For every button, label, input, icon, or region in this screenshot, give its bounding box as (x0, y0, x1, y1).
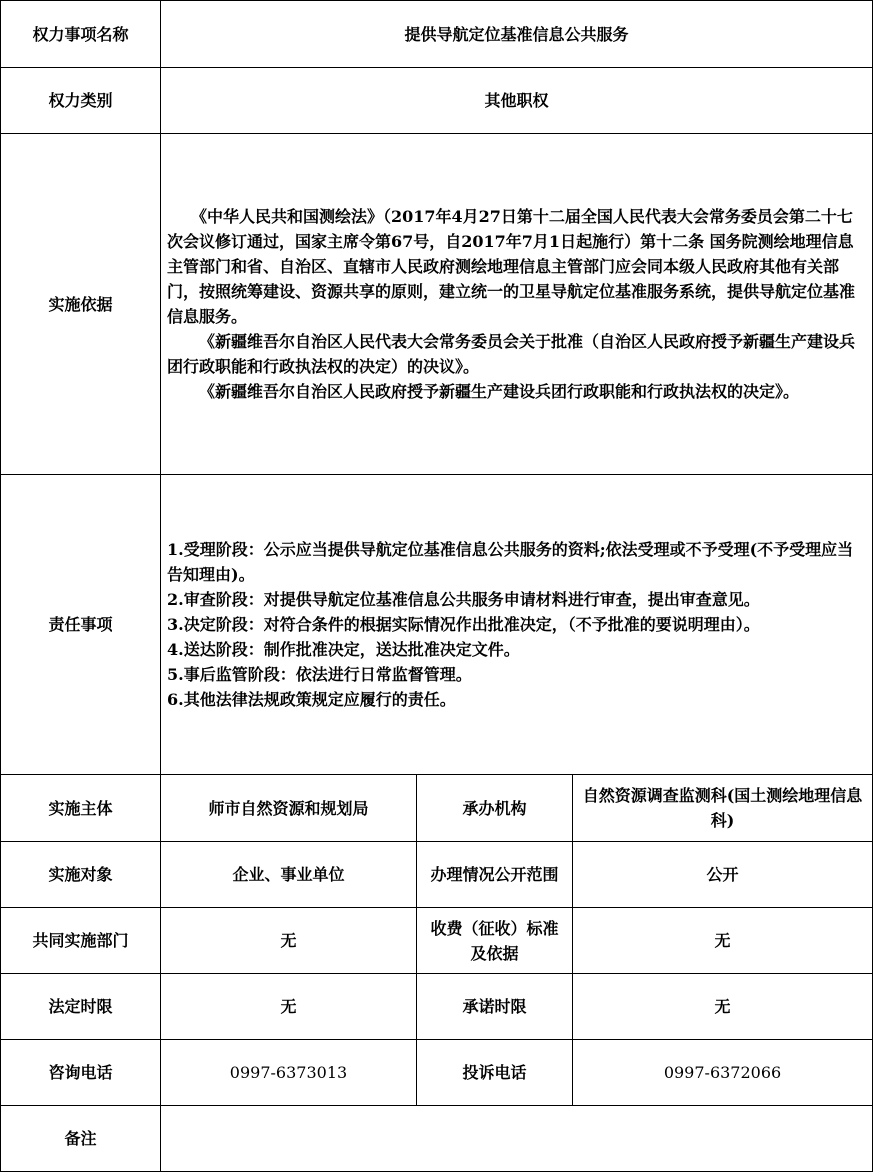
basis-paragraph: 《新疆维吾尔自治区人民政府授予新疆生产建设兵团行政职能和行政执法权的决定》。 (199, 382, 800, 401)
row-time (1, 974, 873, 1040)
row-target (1, 842, 873, 908)
disclosure-value: 公开 (573, 842, 873, 908)
subject-label: 实施主体 (1, 775, 161, 842)
row-remark (1, 1106, 873, 1172)
row-joint (1, 908, 873, 974)
subject-value: 师市自然资源和规划局 (161, 775, 417, 842)
item-name-value: 提供导航定位基准信息公共服务 (161, 1, 873, 68)
responsibility-item: 2.审查阶段：对提供导航定位基准信息公共服务申请材料进行审查，提出审查意见。 (167, 590, 760, 609)
consult-phone-value: 0997-6373013 (161, 1040, 417, 1106)
basis-content (161, 134, 873, 475)
category-value: 其他职权 (161, 68, 873, 134)
responsibility-item: 4.送达阶段：制作批准决定，送达批准决定文件。 (167, 640, 520, 659)
responsibility-content (161, 475, 873, 775)
fee-label: 收费（征收）标准及依据 (417, 908, 573, 974)
responsibility-item: 1.受理阶段：公示应当提供导航定位基准信息公共服务的资料;依法受理或不予受理(不予受理应当告知理由)。 (167, 540, 854, 584)
basis-label: 实施依据 (1, 134, 161, 475)
complaint-phone-label: 投诉电话 (417, 1040, 573, 1106)
remark-label: 备注 (1, 1106, 161, 1172)
agency-value: 自然资源调查监测科(国土测绘地理信息科) (573, 775, 873, 842)
responsibility-label: 责任事项 (1, 475, 161, 775)
joint-dept-value: 无 (161, 908, 417, 974)
joint-dept-label: 共同实施部门 (1, 908, 161, 974)
row-phone (1, 1040, 873, 1106)
remark-value (161, 1106, 873, 1172)
row-item-name (1, 1, 873, 68)
category-label: 权力类别 (1, 68, 161, 134)
basis-paragraph: 《新疆维吾尔自治区人民代表大会常务委员会关于批准（自治区人民政府授予新疆生产建设兵团行政职能和行政执法权的决定）的决议》。 (167, 332, 856, 376)
consult-phone-label: 咨询电话 (1, 1040, 161, 1106)
fee-value: 无 (573, 908, 873, 974)
target-value: 企业、事业单位 (161, 842, 417, 908)
row-subject (1, 775, 873, 842)
row-category (1, 68, 873, 134)
row-basis (1, 134, 873, 475)
disclosure-label: 办理情况公开范围 (417, 842, 573, 908)
legal-time-value: 无 (161, 974, 417, 1040)
target-label: 实施对象 (1, 842, 161, 908)
complaint-phone-value: 0997-6372066 (573, 1040, 873, 1106)
basis-paragraph: 《中华人民共和国测绘法》（2017年4月27日第十二届全国人民代表大会常务委员会第二十七次会议修订通过，国家主席令第67号，自2017年7月1日起施行）第十二条 国务院测绘地理信息主管部门和省、自治区、直辖市人民政府测绘地理信息主管部门应会同本级人民政府其他有关部门，按照统筹建设、资源共享的原则，建立统一的卫星导航定位基准服务系统，提供导航定位基准信息服务。 (167, 207, 856, 326)
responsibility-item: 6.其他法律法规政策规定应履行的责任。 (167, 690, 456, 709)
legal-time-label: 法定时限 (1, 974, 161, 1040)
promised-time-label: 承诺时限 (417, 974, 573, 1040)
responsibility-item: 3.决定阶段：对符合条件的根据实际情况作出批准决定，（不予批准的要说明理由）。 (167, 615, 760, 634)
responsibility-item: 5.事后监管阶段：依法进行日常监督管理。 (167, 665, 472, 684)
agency-label: 承办机构 (417, 775, 573, 842)
row-responsibility (1, 475, 873, 775)
item-name-label: 权力事项名称 (1, 1, 161, 68)
promised-time-value: 无 (573, 974, 873, 1040)
